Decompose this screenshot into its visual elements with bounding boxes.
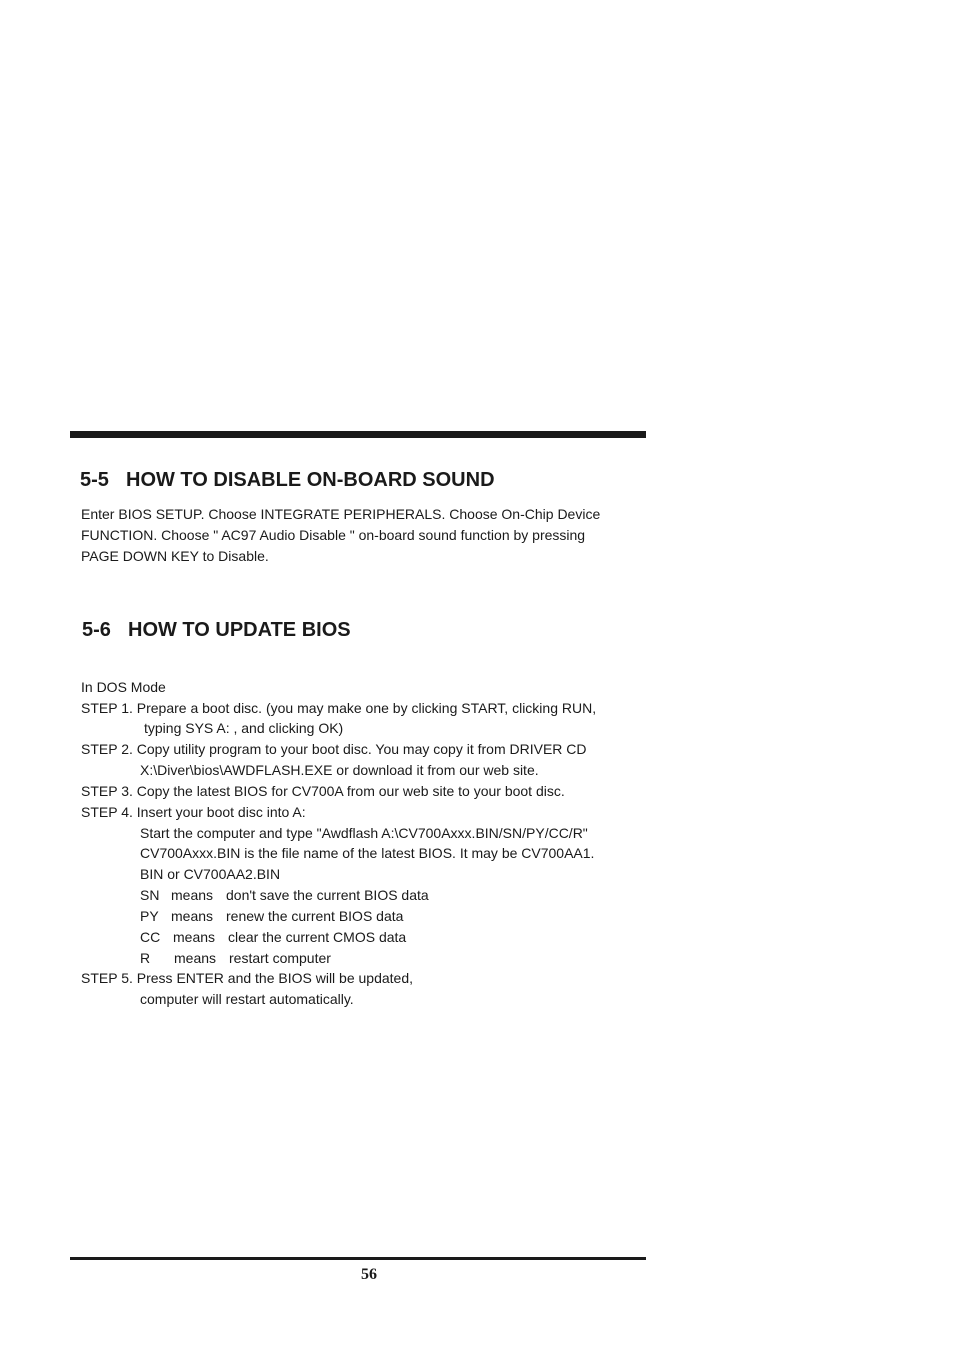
option-sn: SN means don't save the current BIOS data [140,887,429,903]
page-number: 56 [361,1266,377,1283]
step-2: STEP 2. Copy utility program to your boot disc. You may copy it from DRIVER CD [81,741,587,757]
dos-mode-label: In DOS Mode [81,679,166,695]
top-rule [70,431,646,438]
section-number: 5-5 [80,469,109,491]
step-1-continued: typing SYS A: , and clicking OK) [144,720,344,736]
step-4-command: Start the computer and type "Awdflash A:\CV700Axxx.BIN/SN/PY/CC/R" [140,825,588,841]
body-line: FUNCTION. Choose " AC97 Audio Disable " on-board sound function by pressing [81,527,586,543]
option-py: PY means renew the current BIOS data [140,908,404,924]
step-5-continued: computer will restart automatically. [140,991,354,1007]
option-cc: CC means clear the current CMOS data [140,929,407,945]
step-1: STEP 1. Prepare a boot disc. (you may make one by clicking START, clicking RUN, [81,700,597,716]
section-5-5-body [81,504,641,567]
body-line: PAGE DOWN KEY to Disable. [81,548,269,564]
body-line: Enter BIOS SETUP. Choose INTEGRATE PERIPHERALS. Choose On-Chip Device [81,506,601,522]
footer-rule [70,1257,646,1260]
step-3: STEP 3. Copy the latest BIOS for CV700A from our web site to your boot disc. [81,783,565,799]
option-r: R means restart computer [140,950,331,966]
section-title: HOW TO UPDATE BIOS [128,619,351,641]
step-5: STEP 5. Press ENTER and the BIOS will be updated, [81,970,414,986]
step-2-continued: X:\Diver\bios\AWDFLASH.EXE or download it from our web site. [140,762,539,778]
step-4-filename-note-cont: BIN or CV700AA2.BIN [140,866,281,882]
step-4-filename-note: CV700Axxx.BIN is the file name of the latest BIOS. It may be CV700AA1. [140,845,595,861]
step-4: STEP 4. Insert your boot disc into A: [81,804,306,820]
section-number: 5-6 [82,619,111,641]
section-title: HOW TO DISABLE ON-BOARD SOUND [126,469,495,491]
section-5-6-heading [82,619,351,642]
section-5-5-heading [80,469,495,492]
